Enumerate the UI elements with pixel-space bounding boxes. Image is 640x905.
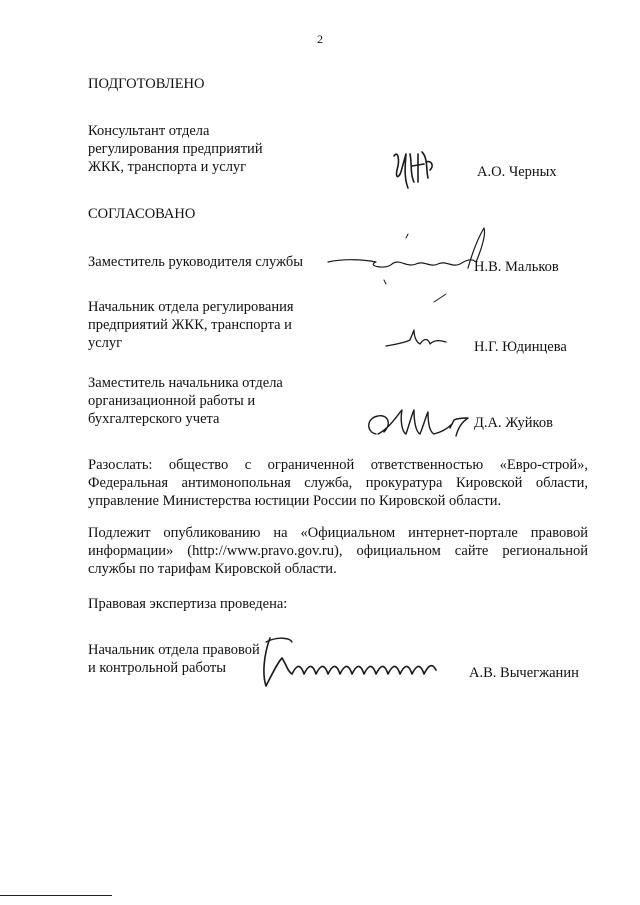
position-line: предприятий ЖКК, транспорта и bbox=[88, 317, 292, 333]
position-line: организационной работы и bbox=[88, 393, 256, 409]
signature-malkov bbox=[326, 224, 496, 308]
page-number: 2 bbox=[317, 32, 323, 46]
position-line: и контрольной работы bbox=[88, 660, 226, 676]
position-line: Консультант отдела bbox=[88, 123, 210, 139]
signer-name: Н.Г. Юдинцева bbox=[474, 339, 567, 355]
position-line: бухгалтерского учета bbox=[88, 411, 220, 427]
position-line: Заместитель начальника отдела bbox=[88, 375, 283, 391]
signer-position bbox=[88, 298, 294, 352]
signature-yudintseva bbox=[384, 326, 450, 352]
legal-review-position bbox=[88, 641, 260, 677]
prepared-position bbox=[88, 122, 263, 176]
prepared-signer-name: А.О. Черных bbox=[477, 164, 557, 180]
signer-name: Н.В. Мальков bbox=[474, 259, 559, 275]
prepared-heading: ПОДГОТОВЛЕНО bbox=[88, 76, 205, 92]
position-line: услуг bbox=[88, 335, 123, 351]
position-line: регулирования предприятий bbox=[88, 141, 263, 157]
position-line: Начальник отдела правовой bbox=[88, 642, 260, 658]
distribution-paragraph: Разослать: общество с ограниченной ответственностью «Евро-строй», Федеральная антимонопольная служба, прокуратура Кировской области, управление Министерства юстиции России по Кировской области. bbox=[88, 457, 588, 509]
publication-paragraph: Подлежит опубликованию на «Официальном интернет-портале правовой информации» (http://www.pravo.gov.ru), официальном сайте региональной службы по тарифам Кировской области. bbox=[88, 525, 588, 577]
legal-review-statement: Правовая экспертиза проведена: bbox=[88, 596, 288, 612]
legal-review-signer-name: А.В. Вычегжанин bbox=[469, 665, 579, 681]
signature-zhuikov bbox=[362, 404, 472, 444]
signature-chernykh bbox=[388, 148, 440, 192]
agreed-heading: СОГЛАСОВАНО bbox=[88, 206, 196, 222]
signer-position: Заместитель руководителя службы bbox=[88, 254, 304, 270]
position-line: Начальник отдела регулирования bbox=[88, 299, 294, 315]
signer-name: Д.А. Жуйков bbox=[474, 415, 553, 431]
footnote-separator bbox=[0, 895, 112, 896]
signer-position bbox=[88, 374, 283, 428]
position-line: ЖКК, транспорта и услуг bbox=[88, 159, 247, 175]
signature-vychegzhanin bbox=[256, 634, 446, 692]
